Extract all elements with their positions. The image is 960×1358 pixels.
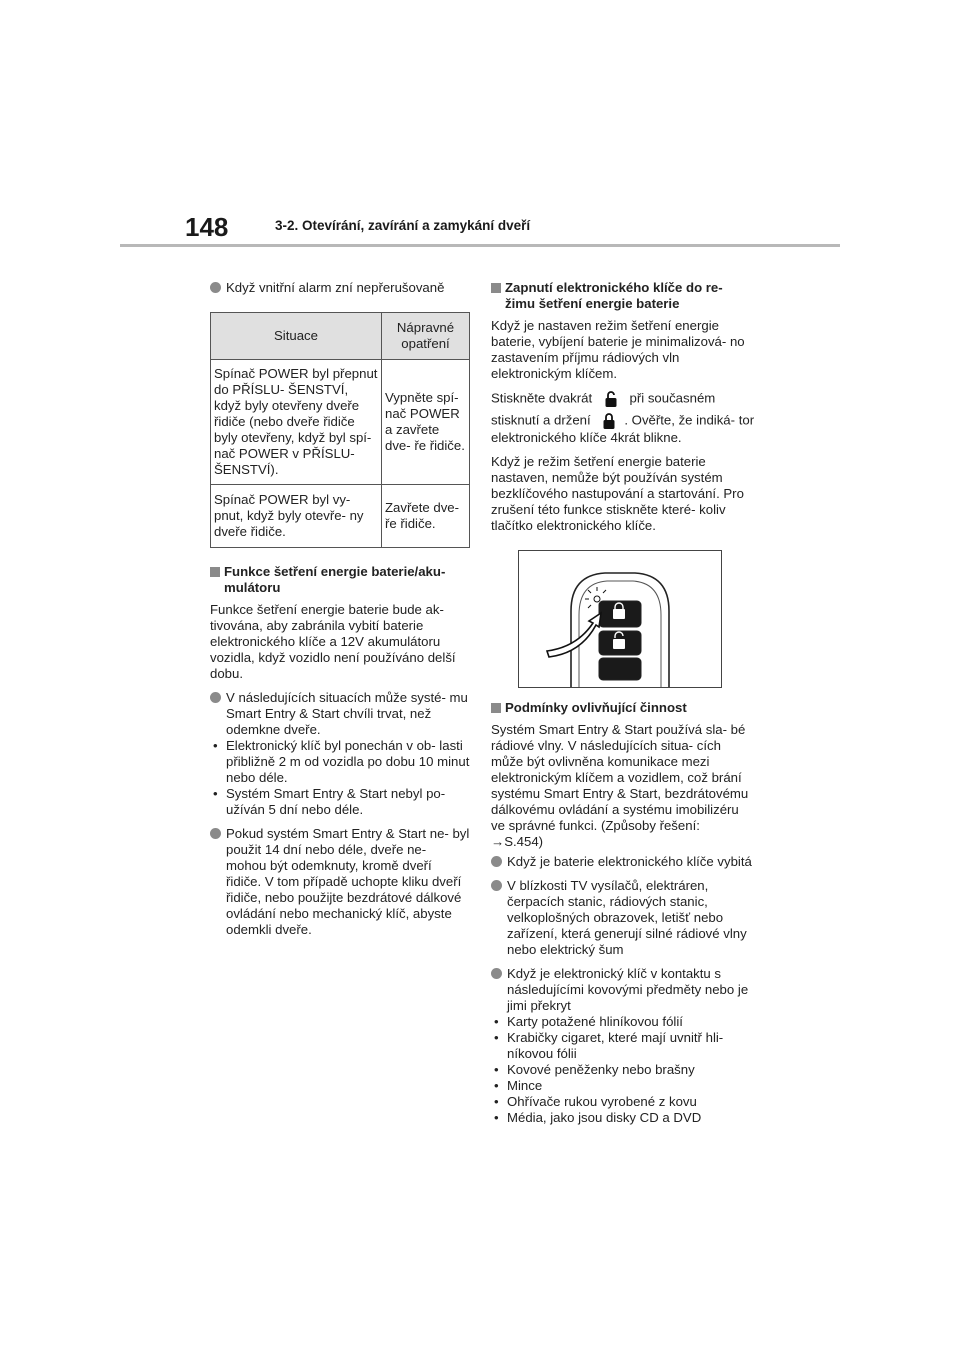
list-item: • Karty potažené hliníkovou fólií — [491, 1014, 755, 1030]
left-column — [210, 280, 470, 946]
table-cell-situation: Spínač POWER byl vy- pnut, když byly otevře- ny dveře řidiče. — [211, 485, 382, 548]
square-bullet-icon — [491, 703, 501, 713]
table-cell-action: Zavřete dve- ře řidiče. — [382, 485, 470, 548]
bullet-alarm: Když vnitřní alarm zní nepřerušovaně — [210, 280, 470, 296]
bullet-dot-icon — [491, 968, 502, 979]
bullet-dot-icon — [210, 282, 221, 293]
table-header-situation: Situace — [211, 313, 382, 360]
square-bullet-icon — [210, 567, 220, 577]
bullet-dot-icon — [210, 692, 221, 703]
header-divider — [120, 244, 840, 247]
bullet-dot-icon — [491, 880, 502, 891]
table-cell-action: Vypněte spí- nač POWER a zavřete dve- ře řidiče. — [382, 360, 470, 485]
table-header-action: Nápravné opatření — [382, 313, 470, 360]
metal-objects-list — [491, 1014, 755, 1126]
situation-table — [210, 312, 470, 548]
list-item: • Elektronický klíč byl ponechán v ob- lasti přibližně 2 m od vozidla po dobu 10 minut nebo déle. — [210, 738, 470, 786]
key-fob-icon — [519, 551, 721, 687]
list-item: • Krabičky cigaret, které mají uvnitř hli- níkovou fólii — [491, 1030, 755, 1062]
bullet-metal-contact: Když je elektronický klíč v kontaktu s následujícími kovovými předměty nebo je jimi překryt • Karty potažené hliníkovou fólií • Krabičky cigaret, které mají uvnitř hli- níkovou fólii • Kovové peněženky nebo brašny • Mince • Ohřívače rukou vyrobené z kovu • Média, jako jsou disky CD a DVD — [491, 966, 755, 1126]
list-item: • Systém Smart Entry & Start nebyl po- užíván 5 dní nebo déle. — [210, 786, 470, 818]
para-key-saving-mode: Když je nastaven režim šetření energie baterie, vybíjení baterie je minimalizová- no zastavením příjmu rádiových vln elektronickým klíčem. — [491, 318, 745, 381]
list-item: • Média, jako jsou disky CD a DVD — [491, 1110, 755, 1126]
list-item: • Kovové peněženky nebo brašny — [491, 1062, 755, 1078]
bullet-situations: V následujících situacích může systé- mu Smart Entry & Start chvíli trvat, než odemkne dveře. • Elektronický klíč byl ponechán v ob- lasti přibližně 2 m od vozidla po dobu 10 minut nebo déle. • Systém Smart Entry & Start nebyl po- užíván 5 dní nebo déle. — [210, 690, 470, 818]
bullet-dot-icon — [210, 828, 221, 839]
bullet-near-tv: V blízkosti TV vysílačů, elektráren, čerpacích stanic, rádiových stanic, velkoplošných obrazovek, letišť nebo zařízení, která generují silné rádiové vlny nebo elektrický šum — [491, 878, 755, 958]
heading-conditions: Podmínky ovlivňující činnost — [491, 700, 755, 716]
list-item: • Mince — [491, 1078, 755, 1094]
heading-battery-saving: Funkce šetření energie baterie/aku- mulátoru — [210, 564, 470, 596]
section-title: 3-2. Otevírání, zavírání a zamykání dveří — [275, 218, 531, 233]
bullet-battery-dead: Když je baterie elektronického klíče vybitá — [491, 854, 755, 870]
bullet-14-days: Pokud systém Smart Entry & Start ne- byl použit 14 dní nebo déle, dveře ne- mohou být odemknuty, kromě dveří řidiče. V tom případě uchopte kliku dveří řidiče, nebo použijte bezdrátové dálkové ovládání nebo mechanický klíč, abyste odemkli dveře. — [210, 826, 470, 938]
para-battery-saving: Funkce šetření energie baterie bude ak- tivována, aby zabránila vybití baterie elektronického klíče a 12V akumulátoru vozidla, když vozidlo není používáno delší dobu. — [210, 602, 456, 681]
list-item: • Ohřívače rukou vyrobené z kovu — [491, 1094, 755, 1110]
press-instruction-line2: stisknutí a držení . Ověřte, že indiká- tor elektronického klíče 4krát blikne. — [491, 412, 755, 445]
bullet-dot-icon — [491, 856, 502, 867]
page-number: 148 — [185, 212, 229, 242]
lock-icon — [602, 412, 616, 430]
table-row — [211, 485, 470, 548]
right-column — [491, 280, 755, 1134]
press-instruction-line1: Stiskněte dvakrát při současném — [491, 390, 755, 408]
situations-list — [210, 738, 470, 818]
unlock-icon — [604, 390, 618, 408]
table-row — [211, 360, 470, 485]
para-mode-set: Když je režim šetření energie baterie nastaven, nemůže být používán systém bezklíčového nastupování a startování. Pro zrušení této funkce stiskněte které- koliv tlačítko elektronického klíče. — [491, 454, 744, 533]
heading-key-saving-mode: Zapnutí elektronického klíče do re- žimu šetření energie baterie — [491, 280, 755, 312]
para-conditions: Systém Smart Entry & Start používá sla- bé rádiové vlny. V následujících situa- cích může být ovlivněna komunikace mezi elektronickým klíčem a vozidlem, což brání systému Smart Entry & Start, bezdrátovému dálkovému ovládání a systému imobilizéru ve správné funkci. (Způsoby řešení: →S.454) — [491, 722, 749, 849]
table-cell-situation: Spínač POWER byl přepnut do PŘÍSLU- ŠENSTVÍ, když byly otevřeny dveře řidiče (nebo dveře řidiče byly otevřeny, když byl spí- nač POWER v PŘÍSLU- ŠENSTVÍ). — [211, 360, 382, 485]
electronic-key-illustration — [518, 550, 722, 688]
square-bullet-icon — [491, 283, 501, 293]
